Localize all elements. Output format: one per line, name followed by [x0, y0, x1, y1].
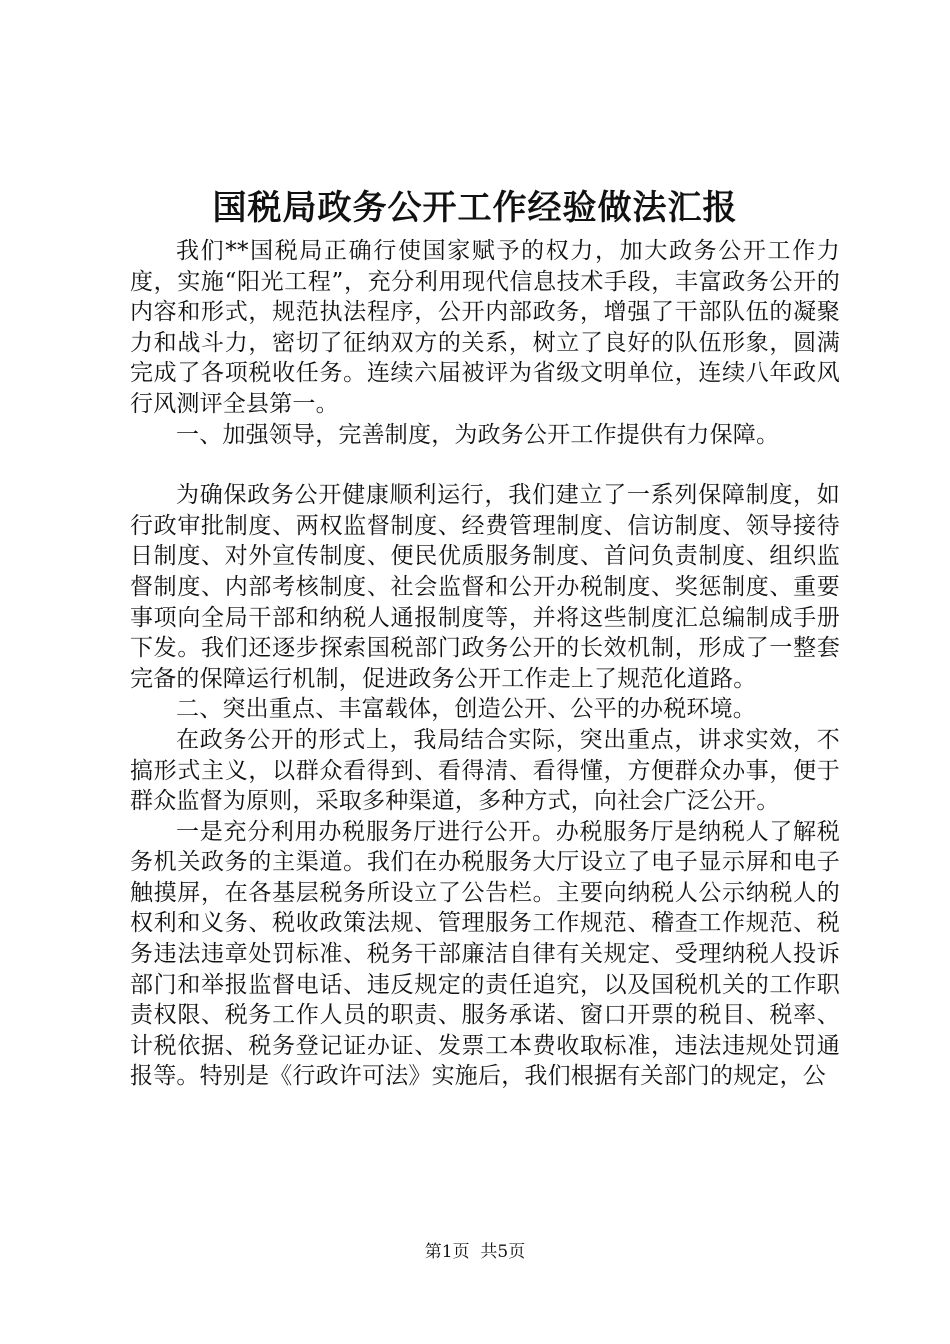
page-footer	[0, 1240, 950, 1264]
document-body	[130, 236, 840, 1092]
page-number-label: 第1页 共5页	[424, 1242, 526, 1262]
paragraph-system: 为确保政务公开健康顺利运行，我们建立了一系列保障制度，如行政审批制度、两权监督制度、经费管理制度、信访制度、领导接待日制度、对外宣传制度、便民优质服务制度、首问负责制度、组织监督制度、内部考核制度、社会监督和公开办税制度、奖惩制度、重要事项向全局干部和纳税人通报制度等，并将这些制度汇总编制成手册下发。我们还逐步探索国税部门政务公开的长效机制，形成了一整套完备的保障运行机制，促进政务公开工作走上了规范化道路。	[130, 482, 840, 692]
paragraph-form: 在政务公开的形式上，我局结合实际，突出重点，讲求实效，不搞形式主义，以群众看得到、看得清、看得懂，方便群众办事，便于群众监督为原则，采取多种渠道，多种方式，向社会广泛公开。	[130, 726, 840, 815]
section-heading-2: 二、突出重点、丰富载体，创造公开、公平的办税环境。	[176, 696, 756, 723]
paragraph-service-hall: 一是充分利用办税服务厅进行公开。办税服务厅是纳税人了解税务机关政务的主渠道。我们在办税服务大厅设立了电子显示屏和电子触摸屏，在各基层税务所设立了公告栏。主要向纳税人公示纳税人的权利和义务、税收政策法规、管理服务工作规范、稽查工作规范、税务违法违章处罚标准、税务干部廉洁自律有关规定、受理纳税人投诉部门和举报监督电话、违反规定的责任追究，以及国税机关的工作职责权限、税务工作人员的职责、服务承诺、窗口开票的税目、税率、计税依据、税务登记证办证、发票工本费收取标准，违法违规处罚通报等。特别是《行政许可法》实施后，我们根据有关部门的规定，公	[130, 818, 840, 1090]
section-heading-1: 一、加强领导，完善制度，为政务公开工作提供有力保障。	[176, 421, 780, 448]
document-title: 国税局政务公开工作经验做法汇报	[212, 188, 738, 228]
paragraph-intro: 我们**国税局正确行使国家赋予的权力，加大政务公开工作力度，实施“阳光工程”，充分利用现代信息技术手段，丰富政务公开的内容和形式，规范执法程序，公开内部政务，增强了干部队伍的凝聚力和战斗力，密切了征纳双方的关系，树立了良好的队伍形象，圆满完成了各项税收任务。连续六届被评为省级文明单位，连续八年政风行风测评全县第一。	[130, 238, 840, 417]
